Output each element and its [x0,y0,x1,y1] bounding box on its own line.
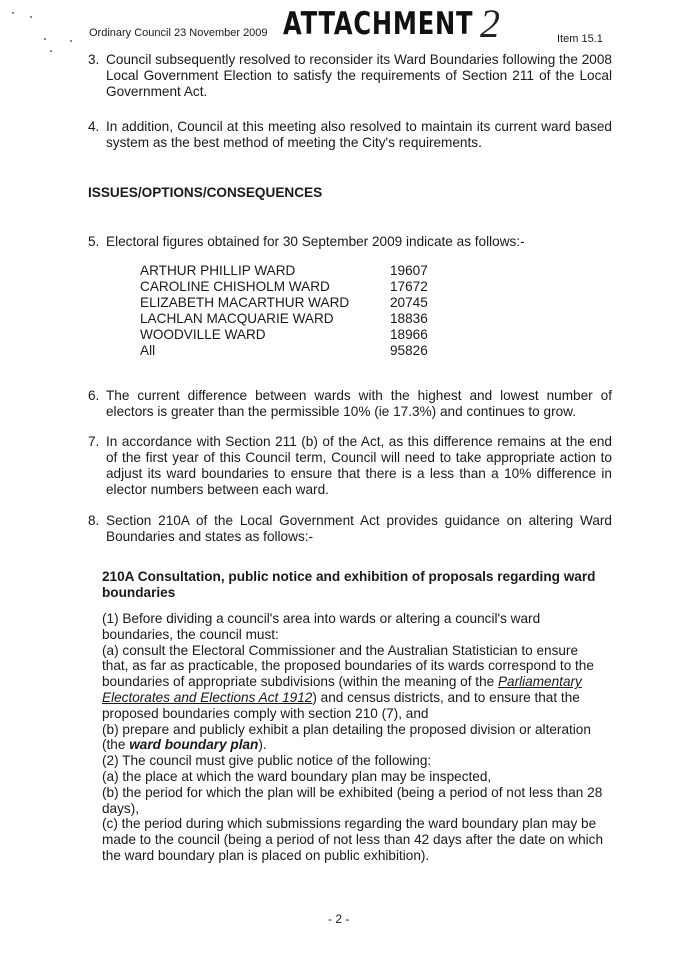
subsection-2: (2) The council must give public notice of the following: [102,753,432,769]
paragraph-number: 3. [88,52,100,67]
subsection-1a [102,643,608,722]
ward-row [140,295,460,311]
meeting-header: Ordinary Council 23 November 2009 [89,27,268,39]
subsection-1b-text: (b) prepare and publicly exhibit a plan detailing the proposed division or alteration (the [102,721,591,753]
subsection-2c: (c) the period during which submissions regarding the ward boundary plan may be made to the council (being a period of not less than 42 days after the date on which the ward boundary plan is placed on public exhibition). [102,816,604,863]
paragraph-number: 5. [88,234,100,249]
ward-count: 17672 [390,279,428,294]
ward-count: 19607 [390,263,428,278]
attachment-number: 2 [480,1,500,46]
ward-name: WOODVILLE WARD [140,327,266,342]
scan-speck [44,38,46,40]
ward-row [140,327,460,343]
defined-term: ward boundary plan [129,737,259,753]
scan-speck [50,50,52,52]
subsection-1a-text-end: ) and census districts, and to ensure that the proposed boundaries comply with section 210 (7), and [102,689,580,721]
subsection-1b-text-end: ). [258,737,267,753]
ward-count: 95826 [390,343,428,358]
subsection-2a: (a) the place at which the ward boundary plan may be inspected, [102,768,492,784]
item-number: Item 15.1 [557,33,603,45]
section-210a-heading: 210A Consultation, public notice and exhibition of proposals regarding ward boundaries [102,569,596,600]
ward-name: All [140,343,156,358]
ward-row [140,343,460,359]
paragraph-number: 6. [88,388,100,403]
page-number: - 2 - [328,912,350,926]
subsection-1b [102,722,608,754]
paragraph-text: The current difference between wards with the highest and lowest number of electors is greater than the permissible 10% (ie 17.3%) and continues to grow. [106,388,612,419]
ward-name: ELIZABETH MACARTHUR WARD [140,295,350,310]
paragraph-text: In addition, Council at this meeting also resolved to maintain its current ward based system as the best method of meeting the City's requirements. [106,119,612,150]
subsection-2b: (b) the period for which the plan will be exhibited (being a period of not less than 28 days), [102,784,603,816]
ward-count: 18966 [390,327,428,342]
paragraph-text: In accordance with Section 211 (b) of the Act, as this difference remains at the end of the first year of this Council term, Council will need to take appropriate action to adjust its ward boundaries to ensure that there is a less than a 10% difference in elector numbers between each ward. [106,434,612,497]
ward-row [140,263,460,279]
subsection-1a-text: (a) consult the Electoral Commissioner and the Australian Statistician to ensure that, as far as practicable, the proposed boundaries of its wards correspond to the boundaries of appropriate subdivisions (within the meaning of the [102,642,594,690]
ward-row [140,279,460,295]
ward-name: CAROLINE CHISHOLM WARD [140,279,330,294]
scan-speck [70,40,72,42]
paragraph-text: Electoral figures obtained for 30 September 2009 indicate as follows:- [106,234,525,249]
scan-speck [12,12,14,14]
subsection-1: (1) Before dividing a council's area into wards or altering a council's ward boundaries, the council must: [102,611,541,642]
ward-name: ARTHUR PHILLIP WARD [140,263,296,278]
section-heading: ISSUES/OPTIONS/CONSEQUENCES [88,185,323,200]
attachment-stamp: ATTACHMENT [283,6,474,42]
ward-row [140,311,460,327]
section-210a-quote [102,611,608,864]
scan-speck [30,16,32,18]
paragraph-number: 8. [88,513,100,528]
act-reference: Parliamentary Electorates and Elections Act 1912 [102,674,582,705]
ward-count: 18836 [390,311,428,326]
ward-name: LACHLAN MACQUARIE WARD [140,311,334,326]
paragraph-number: 7. [88,434,100,449]
paragraph-text: Section 210A of the Local Government Act provides guidance on altering Ward Boundaries and states as follows:- [106,513,612,544]
paragraph-number: 4. [88,119,100,134]
paragraph-text: Council subsequently resolved to reconsider its Ward Boundaries following the 2008 Local Government Election to satisfy the requirements of Section 211 of the Local Government Act. [106,52,612,99]
ward-count: 20745 [390,295,428,310]
